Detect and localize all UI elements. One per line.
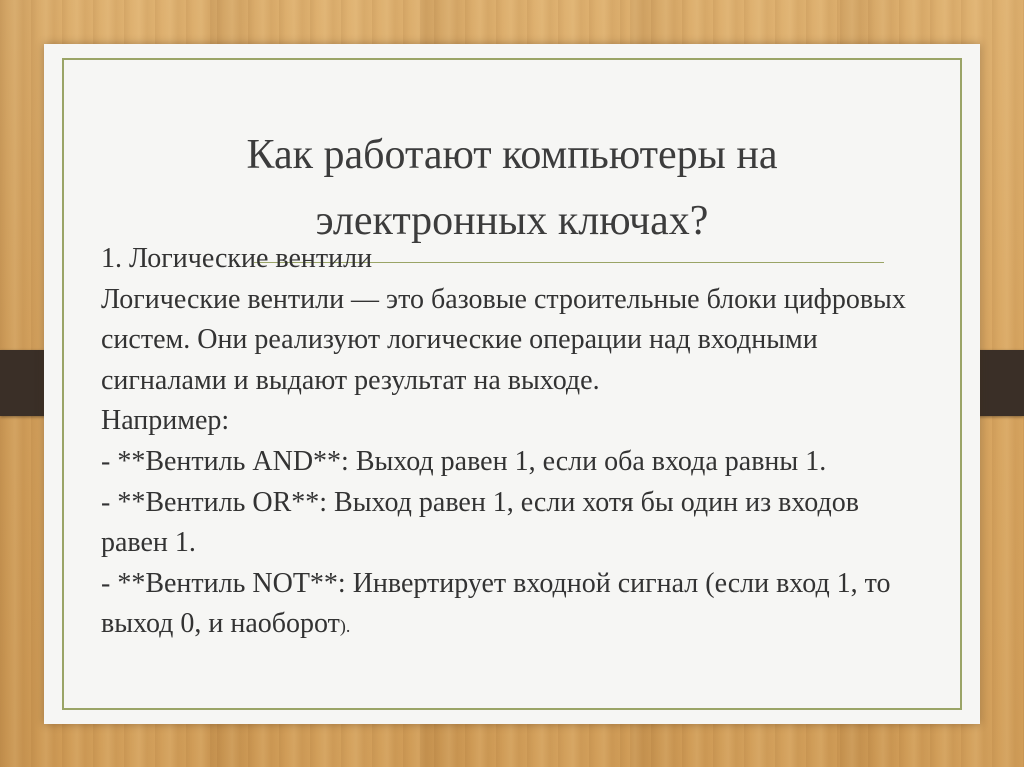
slide-title [44, 122, 980, 254]
list-item-not-text: - **Вентиль NOT**: Инвертирует входной сигнал (если вход 1, то выход 0, и наоборот [101, 567, 891, 640]
list-item-not [101, 564, 931, 647]
slide-body [101, 239, 931, 647]
slide-title-line-2: электронных ключах? [315, 198, 709, 244]
list-item-and: - **Вентиль AND**: Выход равен 1, если оба входа равны 1. [101, 445, 827, 477]
closing-paren: ). [339, 616, 351, 637]
slide-title-line-1: Как работают компьютеры на [246, 132, 778, 178]
slide [44, 44, 980, 724]
intro-paragraph: Логические вентили — это базовые строительные блоки цифровых систем. Они реализуют логические операции над входными сигналами и выдают результат на выходе. [101, 283, 906, 396]
list-item-or: - **Вентиль OR**: Выход равен 1, если хотя бы один из входов равен 1. [101, 486, 859, 559]
section-heading: 1. Логические вентили [101, 243, 373, 274]
example-intro: Например: [101, 405, 230, 437]
